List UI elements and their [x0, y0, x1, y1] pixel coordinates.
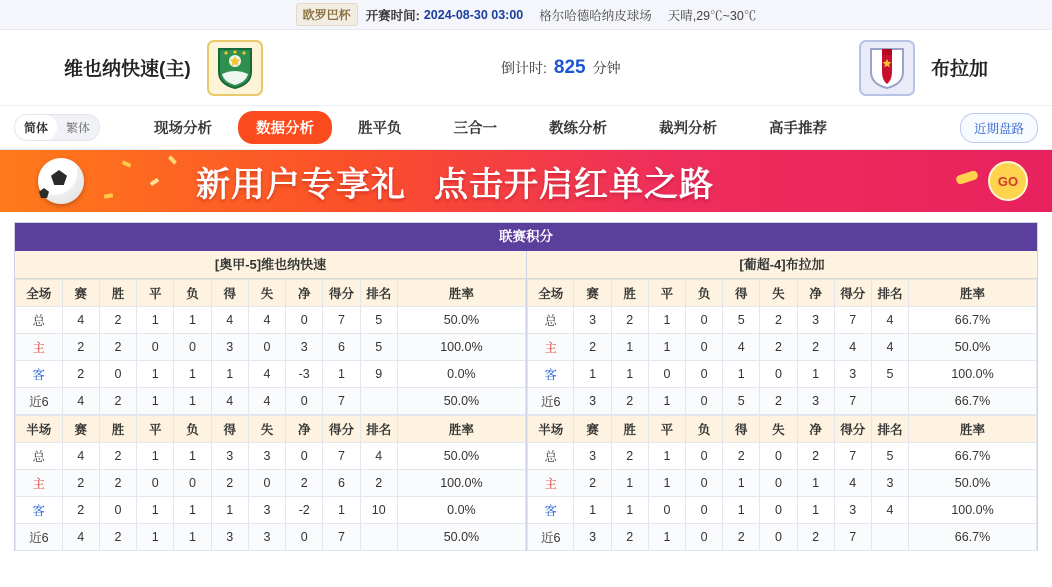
banner-swoosh — [955, 170, 979, 185]
cell-won: 1 — [611, 497, 648, 524]
col-lost: 负 — [686, 280, 723, 307]
table-row — [528, 307, 1037, 334]
cell-lost: 0 — [174, 470, 211, 497]
cell-scope: 客 — [528, 361, 574, 388]
cell-goal-diff: 1 — [797, 470, 834, 497]
cell-goals-against: 0 — [760, 497, 797, 524]
recent-odds-button[interactable]: 近期盘路 — [960, 113, 1038, 143]
cell-won: 2 — [611, 307, 648, 334]
col-drawn: 平 — [648, 280, 685, 307]
table-header-row — [16, 280, 526, 307]
cell-drawn: 1 — [137, 497, 174, 524]
cell-rank: 3 — [871, 470, 908, 497]
table-row — [528, 497, 1037, 524]
table-row — [16, 443, 526, 470]
col-points: 得分 — [834, 280, 871, 307]
col-drawn: 平 — [137, 280, 174, 307]
col-goal-diff: 净 — [797, 280, 834, 307]
cell-played: 2 — [62, 334, 99, 361]
cell-lost: 1 — [174, 388, 211, 415]
away-halftime-table — [527, 415, 1037, 551]
table-header-row — [16, 416, 526, 443]
tab-live-analysis[interactable]: 现场分析 — [154, 121, 213, 137]
cell-rank — [360, 388, 397, 415]
match-info-bar — [0, 0, 1052, 30]
cell-lost: 0 — [686, 443, 723, 470]
cell-win-rate: 50.0% — [397, 307, 525, 334]
away-crest-svg — [868, 46, 906, 90]
soccer-ball-icon — [38, 158, 84, 204]
col-rank: 排名 — [360, 416, 397, 443]
cell-goals-for: 1 — [211, 497, 248, 524]
cell-lost: 1 — [174, 307, 211, 334]
cell-lost: 0 — [174, 334, 211, 361]
cell-win-rate: 0.0% — [397, 497, 525, 524]
cell-goal-diff: 0 — [286, 388, 323, 415]
cell-goal-diff: 2 — [797, 334, 834, 361]
col-points: 得分 — [323, 280, 360, 307]
col-drawn: 平 — [137, 416, 174, 443]
cell-played: 3 — [574, 443, 611, 470]
cell-won: 2 — [99, 443, 136, 470]
col-rank: 排名 — [871, 416, 908, 443]
away-team-crest-icon — [859, 40, 915, 96]
cell-played: 1 — [574, 497, 611, 524]
cell-points: 4 — [834, 334, 871, 361]
cell-played: 4 — [62, 307, 99, 334]
cell-points: 7 — [834, 443, 871, 470]
cell-win-rate: 66.7% — [909, 443, 1037, 470]
cell-goals-for: 5 — [723, 307, 760, 334]
col-fulltime: 全场 — [528, 280, 574, 307]
col-goals-against: 失 — [760, 280, 797, 307]
cell-goal-diff: 0 — [286, 443, 323, 470]
kickoff-label: 开赛时间: — [365, 8, 420, 23]
cell-scope: 总 — [16, 443, 63, 470]
cell-scope: 总 — [528, 443, 574, 470]
col-goals-for: 得 — [723, 416, 760, 443]
banner-go-button[interactable]: GO — [988, 161, 1028, 201]
cell-win-rate: 66.7% — [909, 524, 1037, 551]
cell-goals-for: 3 — [211, 334, 248, 361]
cell-points: 1 — [323, 361, 360, 388]
banner-line-2: 点击开启红单之路 — [434, 165, 714, 204]
cell-goals-for: 1 — [723, 497, 760, 524]
cell-lost: 0 — [686, 307, 723, 334]
cell-rank: 5 — [360, 334, 397, 361]
cell-win-rate: 50.0% — [397, 443, 525, 470]
section-title: 联赛积分 — [15, 223, 1037, 251]
col-goals-for: 得 — [211, 280, 248, 307]
cell-points: 7 — [834, 307, 871, 334]
cell-goals-for: 4 — [211, 307, 248, 334]
cell-drawn: 1 — [137, 524, 174, 551]
cell-goals-against: 3 — [248, 497, 285, 524]
standings-split — [15, 251, 1037, 551]
cell-scope: 近6 — [16, 388, 63, 415]
cell-points: 4 — [834, 470, 871, 497]
cell-drawn: 0 — [648, 361, 685, 388]
cell-won: 2 — [99, 524, 136, 551]
cell-won: 2 — [99, 470, 136, 497]
cell-played: 3 — [574, 524, 611, 551]
col-lost: 负 — [686, 416, 723, 443]
cell-scope: 客 — [528, 497, 574, 524]
cell-goals-against: 0 — [760, 470, 797, 497]
table-row — [528, 361, 1037, 388]
cell-goals-against: 3 — [248, 443, 285, 470]
cell-won: 2 — [99, 334, 136, 361]
cell-win-rate: 0.0% — [397, 361, 525, 388]
col-played: 赛 — [62, 280, 99, 307]
cell-lost: 1 — [174, 361, 211, 388]
cell-goals-against: 2 — [760, 388, 797, 415]
cell-won: 2 — [611, 388, 648, 415]
cell-rank — [871, 524, 908, 551]
col-win-rate: 胜率 — [909, 416, 1037, 443]
cell-win-rate: 100.0% — [397, 334, 525, 361]
cell-goals-for: 5 — [723, 388, 760, 415]
cell-scope: 近6 — [16, 524, 63, 551]
cell-goals-against: 0 — [248, 470, 285, 497]
col-goals-against: 失 — [248, 280, 285, 307]
col-goals-for: 得 — [211, 416, 248, 443]
table-header-row — [528, 416, 1037, 443]
col-rank: 排名 — [360, 280, 397, 307]
cell-win-rate: 50.0% — [397, 388, 525, 415]
cell-goals-for: 3 — [211, 443, 248, 470]
col-goals-for: 得 — [723, 280, 760, 307]
home-standings-title: [奥甲-5]维也纳快速 — [15, 251, 526, 279]
col-goal-diff: 净 — [286, 280, 323, 307]
cell-goals-against: 0 — [248, 334, 285, 361]
cell-lost: 0 — [686, 361, 723, 388]
cell-goal-diff: 1 — [797, 361, 834, 388]
col-played: 赛 — [62, 416, 99, 443]
table-row — [528, 470, 1037, 497]
cell-win-rate: 50.0% — [909, 334, 1037, 361]
cell-rank: 5 — [871, 443, 908, 470]
cell-goals-against: 2 — [760, 334, 797, 361]
away-standings — [526, 251, 1037, 551]
cell-goal-diff: 1 — [797, 497, 834, 524]
col-fulltime: 全场 — [16, 280, 63, 307]
cell-goals-for: 2 — [723, 524, 760, 551]
cell-goals-against: 0 — [760, 443, 797, 470]
cell-drawn: 1 — [648, 443, 685, 470]
col-drawn: 平 — [648, 416, 685, 443]
home-standings — [15, 251, 526, 551]
table-row — [16, 361, 526, 388]
lang-simplified-button[interactable]: 简体 — [15, 115, 57, 140]
col-points: 得分 — [834, 416, 871, 443]
table-row — [16, 334, 526, 361]
home-fulltime-table — [15, 279, 526, 415]
cell-goals-against: 4 — [248, 307, 285, 334]
kickoff-time: 2024-08-30 03:00 — [423, 7, 524, 22]
cell-points: 7 — [323, 443, 360, 470]
cell-points: 7 — [834, 388, 871, 415]
cell-rank: 5 — [871, 361, 908, 388]
table-row — [16, 524, 526, 551]
cell-played: 2 — [62, 470, 99, 497]
away-standings-title: [葡超-4]布拉加 — [527, 251, 1037, 279]
cell-drawn: 1 — [137, 361, 174, 388]
cell-goal-diff: 0 — [286, 524, 323, 551]
cell-drawn: 1 — [137, 388, 174, 415]
cell-won: 1 — [611, 470, 648, 497]
league-standings-section — [14, 222, 1038, 551]
col-won: 胜 — [99, 280, 136, 307]
home-team-name: 维也纳快速(主) — [64, 59, 191, 80]
cell-played: 4 — [62, 443, 99, 470]
cell-played: 2 — [574, 470, 611, 497]
col-win-rate: 胜率 — [397, 280, 525, 307]
cell-rank — [871, 388, 908, 415]
table-row — [16, 470, 526, 497]
cell-rank: 2 — [360, 470, 397, 497]
cell-scope: 主 — [528, 334, 574, 361]
cell-rank: 4 — [360, 443, 397, 470]
cell-goals-against: 0 — [760, 524, 797, 551]
confetti-1 — [122, 160, 132, 167]
cell-win-rate: 100.0% — [397, 470, 525, 497]
cell-scope: 总 — [528, 307, 574, 334]
cell-rank: 5 — [360, 307, 397, 334]
cell-scope: 客 — [16, 361, 63, 388]
cell-rank: 9 — [360, 361, 397, 388]
competition-badge: 欧罗巴杯 — [296, 3, 358, 26]
col-played: 赛 — [574, 280, 611, 307]
cell-points: 1 — [323, 497, 360, 524]
cell-scope: 主 — [16, 470, 63, 497]
banner-line-1: 新用户专享礼 — [196, 165, 406, 204]
cell-scope: 近6 — [528, 524, 574, 551]
cell-points: 7 — [323, 307, 360, 334]
countdown-value: 825 — [553, 56, 586, 78]
cell-drawn: 1 — [648, 524, 685, 551]
col-points: 得分 — [323, 416, 360, 443]
cell-drawn: 1 — [648, 307, 685, 334]
tab-coach-analysis[interactable]: 教练分析 — [549, 121, 608, 137]
cell-goals-for: 1 — [211, 361, 248, 388]
cell-goal-diff: -2 — [286, 497, 323, 524]
cell-win-rate: 100.0% — [909, 497, 1037, 524]
away-team-block[interactable] — [859, 40, 988, 96]
cell-win-rate: 50.0% — [397, 524, 525, 551]
cell-played: 2 — [574, 334, 611, 361]
cell-won: 2 — [611, 443, 648, 470]
col-win-rate: 胜率 — [909, 280, 1037, 307]
col-halftime: 半场 — [528, 416, 574, 443]
cell-points: 6 — [323, 470, 360, 497]
language-switch[interactable] — [14, 114, 100, 141]
nav-items — [128, 111, 960, 144]
cell-win-rate: 50.0% — [909, 470, 1037, 497]
cell-points: 7 — [834, 524, 871, 551]
cell-scope: 总 — [16, 307, 63, 334]
cell-scope: 主 — [16, 334, 63, 361]
cell-won: 1 — [611, 334, 648, 361]
cell-goals-for: 2 — [723, 443, 760, 470]
cell-goal-diff: 3 — [797, 307, 834, 334]
table-row — [528, 334, 1037, 361]
cell-points: 3 — [834, 497, 871, 524]
cell-drawn: 0 — [137, 334, 174, 361]
venue-name: 格尔哈德哈纳皮球场 — [539, 8, 652, 23]
cell-scope: 主 — [528, 470, 574, 497]
cell-goal-diff: 2 — [286, 470, 323, 497]
cell-won: 0 — [99, 497, 136, 524]
cell-goals-for: 3 — [211, 524, 248, 551]
main-nav — [0, 106, 1052, 150]
cell-goals-for: 1 — [723, 361, 760, 388]
cell-won: 1 — [611, 361, 648, 388]
col-goals-against: 失 — [760, 416, 797, 443]
cell-played: 4 — [62, 388, 99, 415]
cell-goals-against: 3 — [248, 524, 285, 551]
cell-drawn: 0 — [137, 470, 174, 497]
cell-goals-against: 4 — [248, 388, 285, 415]
cell-lost: 1 — [174, 524, 211, 551]
cell-lost: 0 — [686, 334, 723, 361]
col-won: 胜 — [611, 416, 648, 443]
table-row — [528, 443, 1037, 470]
cell-lost: 0 — [686, 524, 723, 551]
cell-drawn: 1 — [137, 307, 174, 334]
tab-data-analysis[interactable]: 数据分析 — [238, 111, 332, 144]
home-crest-svg — [216, 46, 254, 90]
cell-win-rate: 100.0% — [909, 361, 1037, 388]
cell-lost: 0 — [686, 497, 723, 524]
col-lost: 负 — [174, 416, 211, 443]
cell-win-rate: 66.7% — [909, 307, 1037, 334]
cell-goals-for: 4 — [211, 388, 248, 415]
lang-traditional-button[interactable]: 繁体 — [66, 121, 91, 135]
table-row — [528, 388, 1037, 415]
cell-won: 2 — [99, 388, 136, 415]
cell-drawn: 1 — [648, 388, 685, 415]
countdown-unit: 分钟 — [592, 59, 621, 76]
cell-played: 2 — [62, 497, 99, 524]
cell-goals-for: 2 — [211, 470, 248, 497]
cell-points: 7 — [323, 388, 360, 415]
cell-goal-diff: 2 — [797, 524, 834, 551]
cell-goals-for: 4 — [723, 334, 760, 361]
cell-goal-diff: 0 — [286, 307, 323, 334]
col-goals-against: 失 — [248, 416, 285, 443]
cell-won: 2 — [611, 524, 648, 551]
cell-goal-diff: 3 — [797, 388, 834, 415]
cell-rank — [360, 524, 397, 551]
table-header-row — [528, 280, 1037, 307]
col-lost: 负 — [174, 280, 211, 307]
cell-drawn: 1 — [137, 443, 174, 470]
tab-referee-analysis[interactable]: 裁判分析 — [659, 121, 718, 137]
cell-played: 3 — [574, 307, 611, 334]
cell-lost: 1 — [174, 443, 211, 470]
cell-played: 4 — [62, 524, 99, 551]
tab-three-in-one[interactable]: 三合一 — [453, 121, 498, 137]
cell-played: 1 — [574, 361, 611, 388]
away-fulltime-table — [527, 279, 1037, 415]
promo-banner[interactable] — [0, 150, 1052, 212]
table-row — [16, 307, 526, 334]
cell-played: 2 — [62, 361, 99, 388]
cell-drawn: 0 — [648, 497, 685, 524]
col-goal-diff: 净 — [797, 416, 834, 443]
confetti-4 — [168, 155, 177, 164]
cell-goal-diff: -3 — [286, 361, 323, 388]
cell-won: 2 — [99, 307, 136, 334]
cell-rank: 4 — [871, 307, 908, 334]
cell-won: 0 — [99, 361, 136, 388]
cell-rank: 10 — [360, 497, 397, 524]
cell-lost: 0 — [686, 470, 723, 497]
cell-drawn: 1 — [648, 334, 685, 361]
cell-points: 3 — [834, 361, 871, 388]
cell-goal-diff: 3 — [286, 334, 323, 361]
home-team-crest-icon — [207, 40, 263, 96]
confetti-2 — [150, 178, 160, 186]
cell-goals-for: 1 — [723, 470, 760, 497]
cell-win-rate: 66.7% — [909, 388, 1037, 415]
cell-goals-against: 2 — [760, 307, 797, 334]
table-row — [16, 497, 526, 524]
home-halftime-table — [15, 415, 526, 551]
home-team-block[interactable] — [64, 40, 263, 96]
confetti-3 — [104, 193, 114, 199]
cell-played: 3 — [574, 388, 611, 415]
weather-info: 天晴,29℃~30℃ — [667, 8, 757, 23]
col-goal-diff: 净 — [286, 416, 323, 443]
col-win-rate: 胜率 — [397, 416, 525, 443]
table-row — [528, 524, 1037, 551]
col-won: 胜 — [99, 416, 136, 443]
countdown-label: 倒计时: — [501, 59, 547, 76]
teams-header — [0, 30, 1052, 106]
cell-scope: 近6 — [528, 388, 574, 415]
cell-drawn: 1 — [648, 470, 685, 497]
cell-goal-diff: 2 — [797, 443, 834, 470]
cell-rank: 4 — [871, 497, 908, 524]
cell-goals-against: 4 — [248, 361, 285, 388]
tab-expert-picks[interactable]: 高手推荐 — [769, 121, 828, 137]
tab-win-draw-loss[interactable]: 胜平负 — [358, 121, 402, 137]
cell-lost: 1 — [174, 497, 211, 524]
cell-rank: 4 — [871, 334, 908, 361]
countdown-block — [263, 57, 859, 79]
col-halftime: 半场 — [16, 416, 63, 443]
cell-points: 7 — [323, 524, 360, 551]
cell-goals-against: 0 — [760, 361, 797, 388]
col-won: 胜 — [611, 280, 648, 307]
away-team-name: 布拉加 — [930, 59, 988, 80]
cell-lost: 0 — [686, 388, 723, 415]
col-played: 赛 — [574, 416, 611, 443]
cell-points: 6 — [323, 334, 360, 361]
table-row — [16, 388, 526, 415]
banner-text — [196, 150, 714, 212]
col-rank: 排名 — [871, 280, 908, 307]
cell-scope: 客 — [16, 497, 63, 524]
